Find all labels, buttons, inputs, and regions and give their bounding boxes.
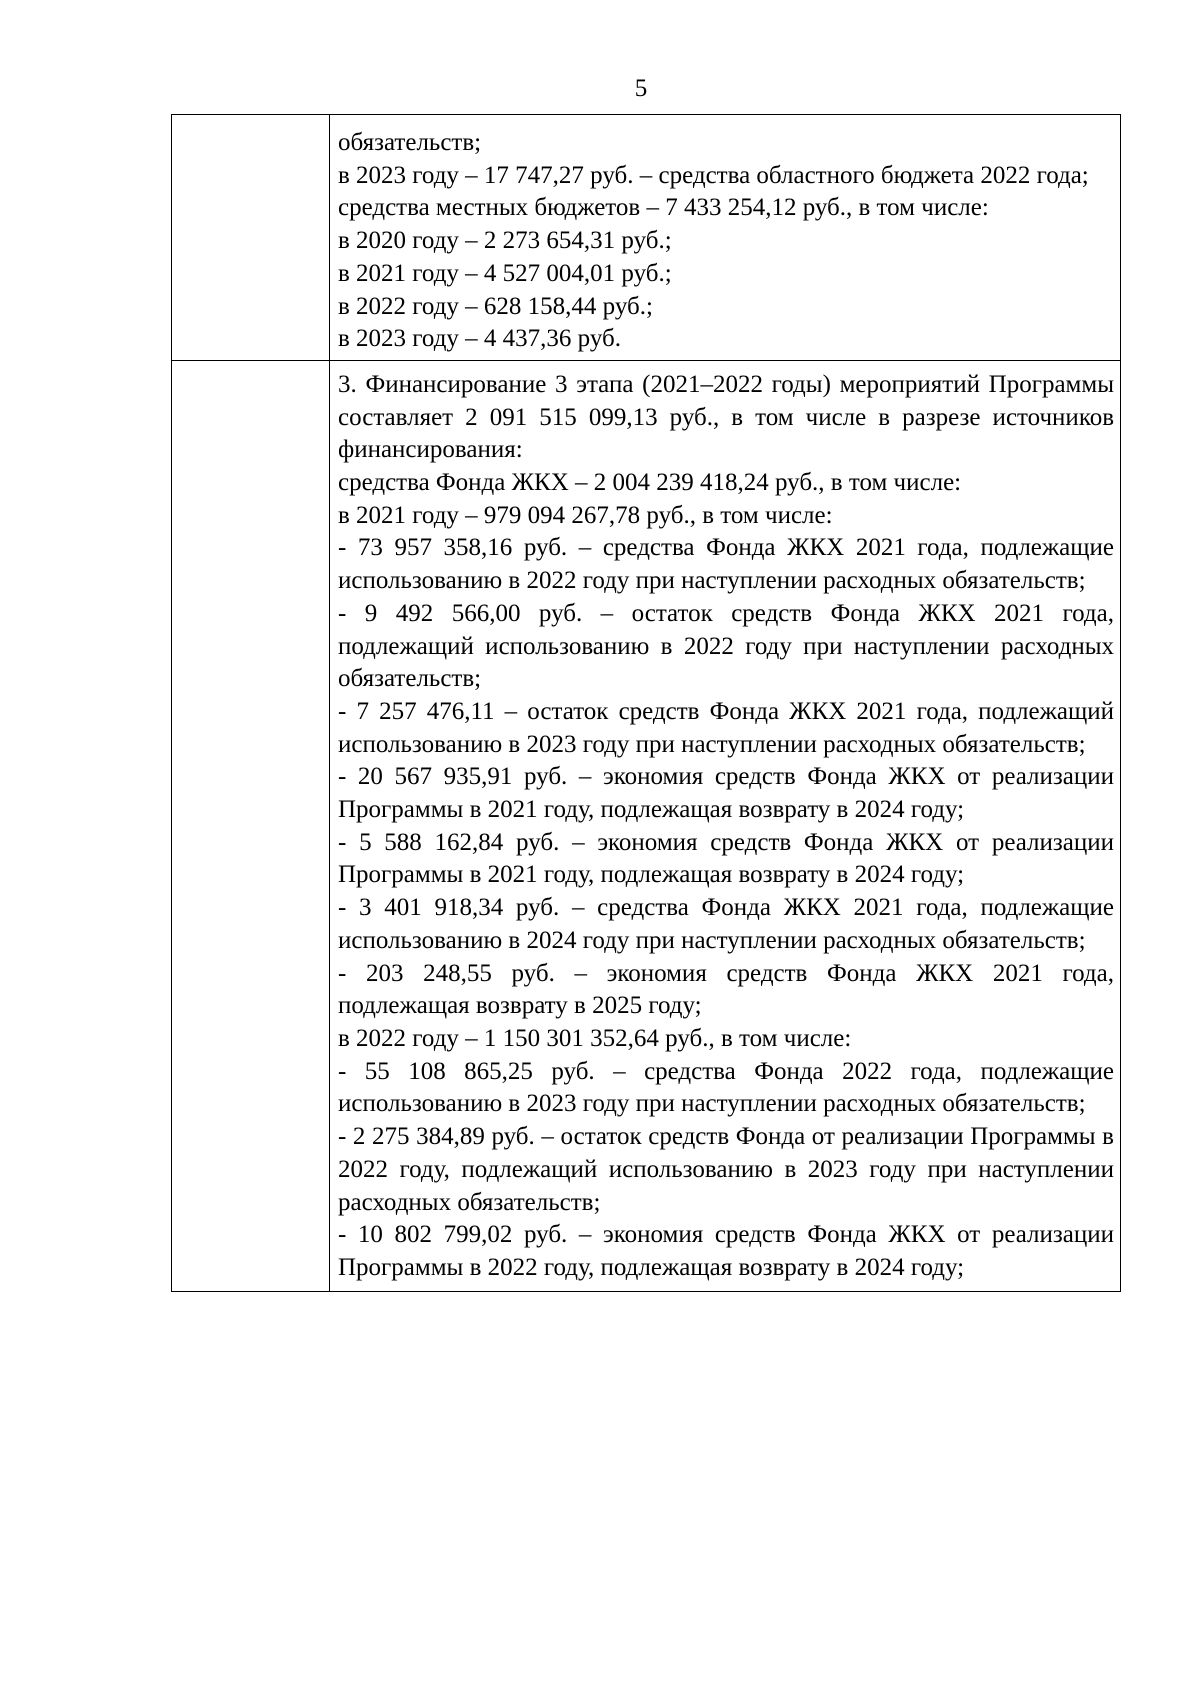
text-line: - 73 957 358,16 руб. – средства Фонда ЖКХ 2021 года, подлежащие использованию в 2022 году при наступлении расходных обязательств;: [338, 534, 1114, 595]
content-cell: [330, 115, 1121, 361]
program-financing-table: [171, 114, 1121, 1292]
text-line: - 5 588 162,84 руб. – экономия средств Фонда ЖКХ от реализации Программы в 2021 году, подлежащая возврату в 2024 году;: [338, 828, 1114, 889]
table-row: [172, 360, 1121, 1291]
text-line: в 2021 году – 979 094 267,78 руб., в том числе:: [338, 501, 833, 529]
text-line: в 2022 году – 1 150 301 352,64 руб., в том числе:: [338, 1024, 852, 1052]
content-cell: [330, 360, 1121, 1291]
text-line: - 55 108 865,25 руб. – средства Фонда 2022 года, подлежащие использованию в 2023 году при наступлении расходных обязательств;: [338, 1057, 1114, 1118]
text-line: - 9 492 566,00 руб. – остаток средств Фонда ЖКХ 2021 года, подлежащий использованию в 2022 году при наступлении расходных обязательств;: [338, 599, 1114, 693]
cell-text-block: [330, 361, 1120, 1291]
text-line: в 2023 году – 4 437,36 руб.: [338, 325, 621, 353]
cell-text-block: [330, 115, 1120, 360]
page-number: 5: [634, 75, 648, 102]
text-line: в 2021 году – 4 527 004,01 руб.;: [338, 259, 672, 287]
text-line: в 2020 году – 2 273 654,31 руб.;: [338, 227, 672, 255]
text-line: - 2 275 384,89 руб. – остаток средств Фонда от реализации Программы в 2022 году, подлежащий использованию в 2023 году при наступлении расходных обязательств;: [338, 1123, 1114, 1216]
text-line: обязательств;: [338, 129, 482, 156]
empty-left-cell: [172, 115, 330, 361]
text-line: средства местных бюджетов – 7 433 254,12 руб., в том числе:: [338, 194, 989, 222]
text-line: в 2022 году – 628 158,44 руб.;: [338, 292, 653, 320]
text-line: 3. Финансирование 3 этапа (2021–2022 годы) мероприятий Программы составляет 2 091 515 099,13 руб., в том числе в разрезе источников финансирования:: [338, 370, 1114, 464]
table-row: [172, 115, 1121, 361]
text-line: - 203 248,55 руб. – экономия средств Фонда ЖКХ 2021 года, подлежащая возврату в 2025 году;: [338, 959, 1114, 1020]
text-line: средства Фонда ЖКХ – 2 004 239 418,24 руб., в том числе:: [338, 469, 962, 497]
text-line: - 20 567 935,91 руб. – экономия средств Фонда ЖКХ от реализации Программы в 2021 году, подлежащая возврату в 2024 году;: [338, 763, 1114, 824]
text-line: в 2023 году – 17 747,27 руб. – средства областного бюджета 2022 года;: [338, 161, 1089, 189]
empty-left-cell: [172, 360, 330, 1291]
text-line: - 10 802 799,02 руб. – экономия средств Фонда ЖКХ от реализации Программы в 2022 году, подлежащая возврату в 2024 году;: [338, 1221, 1114, 1281]
text-line: - 7 257 476,11 – остаток средств Фонда ЖКХ 2021 года, подлежащий использованию в 2023 году при наступлении расходных обязательств;: [338, 697, 1114, 758]
text-line: - 3 401 918,34 руб. – средства Фонда ЖКХ 2021 года, подлежащие использованию в 2024 году при наступлении расходных обязательств;: [338, 894, 1114, 954]
